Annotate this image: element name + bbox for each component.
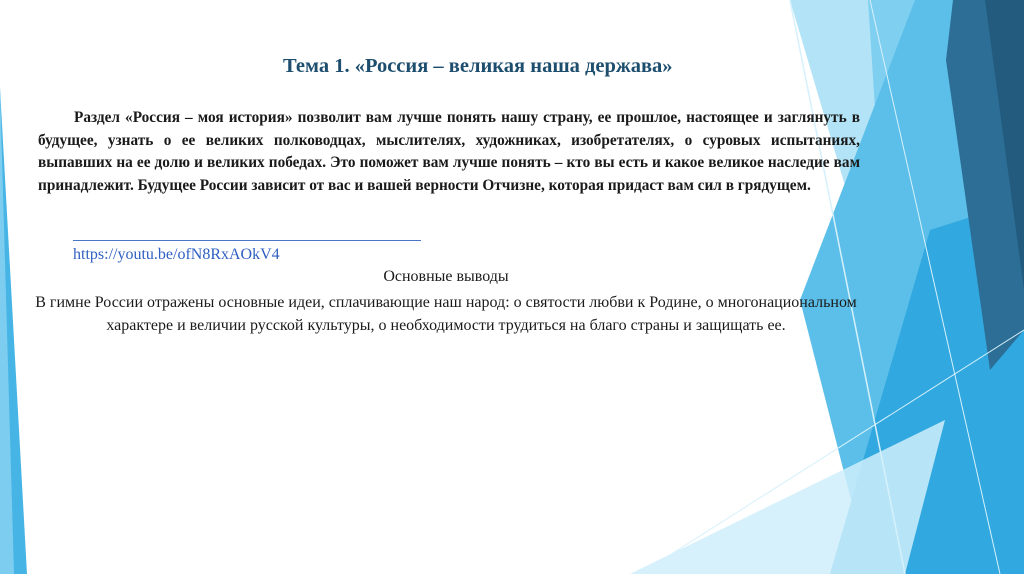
video-link[interactable]: https://youtu.be/ofN8RxAOkV4 <box>73 246 280 263</box>
conclusions-heading: Основные выводы <box>383 268 509 285</box>
conclusions-text: В гимне России отражены основные идеи, сплачивающие наш народ: о святости любви к Родине, о многонациональном характере и величии русской культуры, о необходимости трудиться на благо страны и защищать ее. <box>35 294 857 334</box>
intro-paragraph: Раздел «Россия – моя история» позволит вам лучше понять нашу страну, ее прошлое, настоящее и заглянуть в будущее, узнать о ее великих полководцах, мыслителях, художниках, изобретателях, о суровых испытаниях, выпавших на ее долю и великих победах. Это поможет вам лучше понять – кто вы есть и какое великое наследие вам принадлежит. Будущее России зависит от вас и вашей верности Отчизне, которая придаст вам сил в грядущем. <box>38 109 860 194</box>
link-divider <box>73 240 421 241</box>
slide-title: Тема 1. «Россия – великая наша держава» <box>283 55 673 77</box>
